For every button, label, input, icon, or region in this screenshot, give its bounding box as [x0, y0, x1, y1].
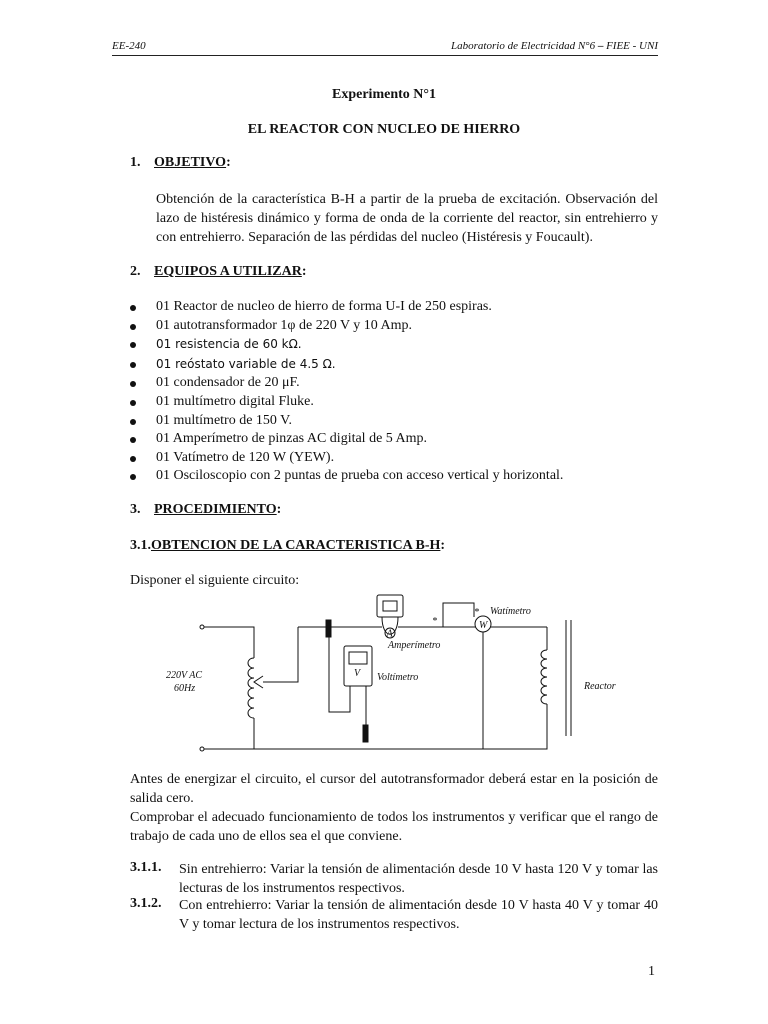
bullet-icon: [130, 400, 136, 406]
equipment-item: 01 Amperímetro de pinzas AC digital de 5 Amp.: [130, 430, 670, 449]
page-number: 1: [648, 964, 655, 979]
source-voltage-label: 220V AC: [166, 670, 203, 681]
instructions-block: [130, 770, 658, 846]
subsection-3-1-2: [130, 896, 658, 934]
section-3-colon: :: [276, 502, 282, 517]
section-3-title: PROCEDIMIENTO: [154, 502, 277, 517]
equipment-list: [130, 298, 670, 486]
reactor-coil: [541, 650, 547, 704]
ammeter-display: [383, 601, 397, 611]
equipment-item: 01 Vatímetro de 120 W (YEW).: [130, 449, 670, 468]
section-1-title: OBJETIVO: [154, 155, 227, 170]
bullet-icon: [130, 456, 136, 462]
section-1-heading: [130, 155, 231, 171]
ammeter-body: [377, 595, 403, 617]
wattmeter-symbol: W: [479, 620, 488, 631]
bullet-icon: [130, 305, 136, 311]
circuit-diagram: [130, 590, 650, 760]
section-2-colon: :: [301, 264, 307, 279]
bullet-icon: [130, 362, 136, 368]
voltmeter-probe-bottom: [363, 725, 368, 742]
wire-reactor-bottom: [483, 704, 547, 749]
voltmeter-probe-top: [326, 620, 331, 637]
bullet-icon: [130, 324, 136, 330]
objective-text: Obtención de la característica B-H a partir de la prueba de excitación. Observación del lazo de histéresis dinámico y forma de onda de la corriente del reactor, sin entrehierro y con entrehierro. Separación de las pérdidas del nucleo (Histéresis y Foucault).: [156, 192, 658, 245]
document-title: EL REACTOR CON NUCLEO DE HIERRO: [247, 122, 521, 137]
header-right-suffix: FIEE - UNI: [603, 40, 658, 52]
voltmeter-label: Voltímetro: [377, 672, 419, 683]
bullet-icon: [130, 419, 136, 425]
equipment-item: 01 multímetro de 150 V.: [130, 412, 670, 431]
wattmeter-star-left: *: [432, 616, 437, 627]
header-right-prefix: Laboratorio de Electricidad N°6: [451, 40, 598, 52]
header-rule: [112, 55, 658, 56]
bullet-icon: [130, 381, 136, 387]
ammeter-label: Amperímetro: [388, 640, 441, 651]
section-3-heading: [130, 502, 281, 518]
objective-paragraph: [156, 190, 658, 247]
equipment-item: 01 Reactor de nucleo de hierro de forma U-I de 250 espiras.: [130, 298, 670, 317]
wattmeter-star-top: *: [474, 607, 479, 618]
wattmeter-voltage-coil-wire: [443, 603, 474, 627]
section-3-1-title: OBTENCION DE LA CARACTERISTICA B-H: [151, 538, 441, 553]
header-right-dash: –: [597, 40, 604, 52]
equipment-item: 01 condensador de 20 μF.: [130, 374, 670, 393]
section-3-1-heading: [130, 538, 445, 554]
source-terminal-bottom: [200, 747, 204, 751]
bullet-icon: [130, 437, 136, 443]
subsection-number: 3.1.2.: [130, 896, 162, 911]
subsection-text: Con entrehierro: Variar la tensión de alimentación desde 10 V hasta 40 V y tomar 40 V y tomar lectura de los instrumentos respectivos.: [179, 898, 658, 932]
subsection-text: Sin entrehierro: Variar la tensión de alimentación desde 10 V hasta 120 V y tomar las lecturas de los instrumentos respectivos.: [179, 862, 658, 896]
section-1-colon: :: [226, 155, 231, 170]
wire-voltmeter-left: [329, 637, 350, 712]
equipment-item: 01 Osciloscopio con 2 puntas de prueba con acceso vertical y horizontal.: [130, 467, 670, 486]
ammeter-symbol: A: [386, 628, 393, 640]
instruction-paragraph-1: Antes de energizar el circuito, el cursor del autotransformador deberá estar en la posición de salida cero.: [130, 772, 658, 806]
section-1-number: 1.: [130, 155, 141, 170]
wattmeter-label: Watímetro: [490, 606, 531, 617]
header-left: EE-240: [112, 40, 146, 52]
wire-wiper: [263, 627, 298, 682]
experiment-number: Experimento N°1: [332, 87, 436, 102]
instruction-paragraph-2: Comprobar el adecuado funcionamiento de todos los instrumentos y verificar que el rango de trabajo de cada uno de ellos sea el que conviene.: [130, 810, 658, 844]
bullet-icon: [130, 474, 136, 480]
subsection-3-1-1: [130, 860, 658, 898]
section-2-number: 2.: [130, 264, 141, 279]
section-3-number: 3.: [130, 502, 141, 517]
subsection-number: 3.1.1.: [130, 860, 162, 875]
autotransformer-coil: [248, 658, 254, 718]
voltmeter-symbol: V: [354, 668, 361, 679]
voltmeter-display: [349, 652, 367, 664]
section-3-1-colon: :: [440, 538, 446, 553]
section-3-1-number: 3.1.: [130, 538, 151, 553]
section-2-title: EQUIPOS A UTILIZAR: [154, 264, 302, 279]
source-terminal-top: [200, 625, 204, 629]
circuit-intro: Disponer el siguiente circuito:: [130, 573, 300, 588]
source-frequency-label: 60Hz: [174, 683, 196, 694]
equipment-item: 01 multímetro digital Fluke.: [130, 393, 670, 412]
wire-source-top: [204, 627, 254, 658]
reactor-label: Reactor: [584, 681, 616, 692]
section-2-heading: [130, 264, 307, 280]
equipment-item: 01 reóstato variable de 4.5 Ω.: [130, 355, 670, 375]
equipment-item: 01 resistencia de 60 kΩ.: [130, 335, 670, 355]
bullet-icon: [130, 342, 136, 348]
equipment-item: 01 autotransformador 1φ de 220 V y 10 Amp.: [130, 317, 670, 336]
autotransformer-wiper-arrow: [254, 676, 263, 688]
wire-source-bottom: [204, 718, 254, 749]
header-right: [451, 40, 658, 52]
